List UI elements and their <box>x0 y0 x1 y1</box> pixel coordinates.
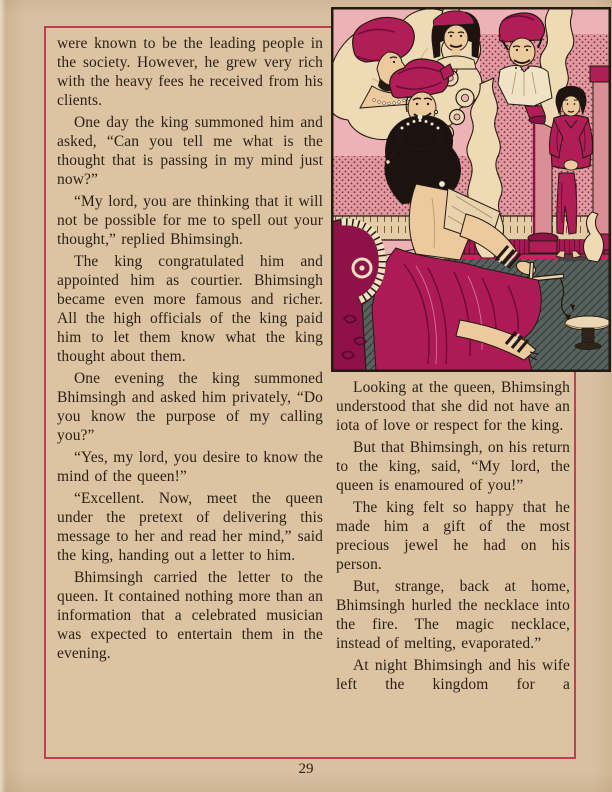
comic-panel-svg <box>332 8 610 371</box>
story-paragraph: “Excellent. Now, meet the queen under the pretext of delivering this message to her and read her mind,” said the king, handing out a letter to him. <box>57 490 323 564</box>
story-paragraph: At night Bhimsingh and his wife left the kingdom for a <box>336 657 570 693</box>
story-paragraph: But that Bhimsingh, on his return to the king, said, “My lord, the queen is enamoured of you!” <box>336 439 570 494</box>
story-paragraph: The king congratulated him and appointed him as courtier. Bhimsingh became even more famous and richer. All the high officials of the king paid him to let them know what the king thought about them. <box>57 253 323 365</box>
story-paragraph: But, strange, back at home, Bhimsingh hurled the necklace into the fire. The magic necklace, instead of melting, evaporated.” <box>336 578 570 652</box>
story-paragraph: One day the king summoned him and asked, “Can you tell me what is the thought that is passing in my mind just now?” <box>57 114 323 188</box>
left-text-column <box>57 34 323 750</box>
story-paragraph: Looking at the queen, Bhimsingh understood that she did not have an iota of love or respect for the king. <box>336 379 570 434</box>
story-paragraph: The king felt so happy that he made him a gift of the most precious jewel he had on his person. <box>336 499 570 573</box>
right-text-column <box>336 378 570 750</box>
story-paragraph: “My lord, you are thinking that it will not be possible for me to spell out your thought,” replied Bhimsingh. <box>57 193 323 248</box>
story-illustration <box>332 8 610 371</box>
story-paragraph: “Yes, my lord, you desire to know the mind of the queen!” <box>57 449 323 485</box>
page-number: 29 <box>298 761 314 777</box>
story-paragraph: Bhimsingh carried the letter to the queen. It contained nothing more than an information that a celebrated musician was expected to entertain them in the evening. <box>57 569 323 662</box>
ghost-bust-center-top <box>432 11 480 69</box>
story-paragraph: were known to be the leading people in the society. However, he grew very rich with the heavy fees he received from his clients. <box>57 35 323 109</box>
story-paragraph: One evening the king summoned Bhimsingh and asked him privately, “Do you know the purpose of my calling you?” <box>57 370 323 444</box>
